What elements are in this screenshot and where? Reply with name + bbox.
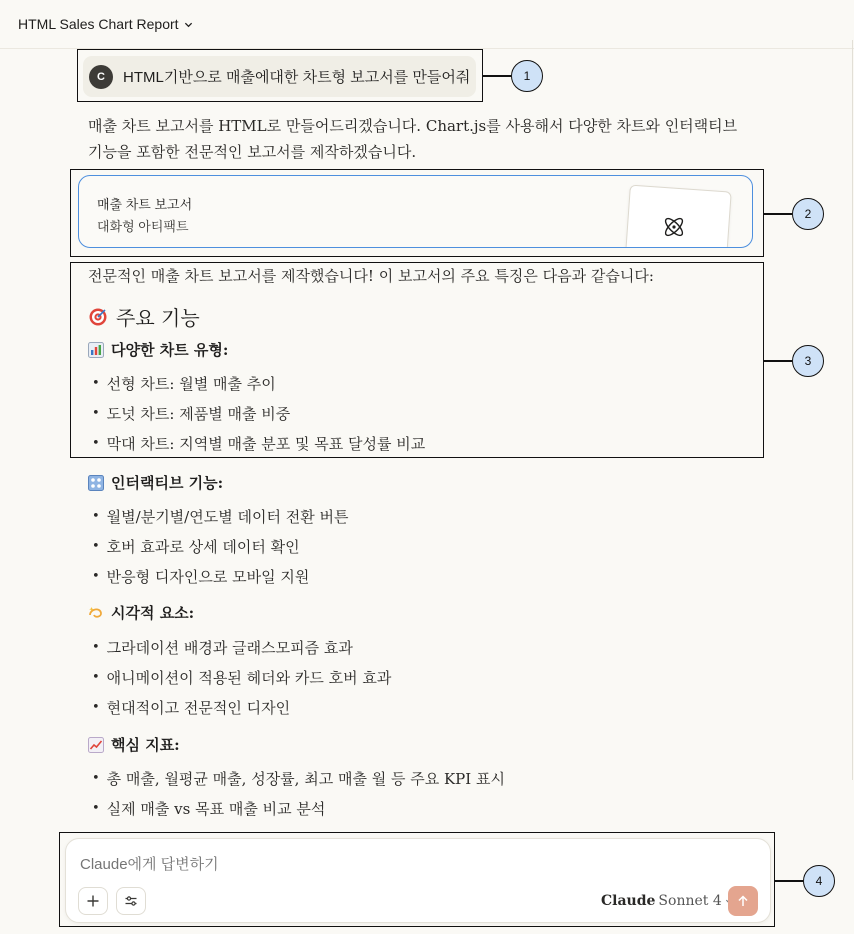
annotation-marker-1: 1: [511, 60, 543, 92]
annotation-marker-2: 2: [792, 198, 824, 230]
avatar: C: [89, 65, 113, 89]
annotation-connector-4: [775, 880, 803, 882]
list-item: • 막대 차트: 지역별 매출 분포 및 목표 달성률 비교: [92, 433, 425, 454]
list-item: • 그라데이션 배경과 글래스모피즘 효과: [92, 637, 353, 658]
control-knobs-icon: [88, 475, 104, 491]
user-message-text: HTML기반으로 매출에대한 차트형 보고서를 만들어줘: [123, 69, 471, 86]
list-item: • 애니메이션이 적용된 헤더와 카드 호버 효과: [92, 667, 391, 688]
annotation-box-3: [70, 262, 764, 458]
model-brand: Claude: [601, 893, 656, 909]
list-item: • 실제 매출 vs 목표 매출 비교 분석: [92, 798, 325, 819]
list-item: • 총 매출, 월평균 매출, 성장률, 최고 매출 월 등 주요 KPI 표시: [92, 768, 505, 789]
section-heading-text: 인터랙티브 기능:: [111, 474, 224, 492]
annotation-marker-4: 4: [803, 865, 835, 897]
top-header: [0, 0, 854, 49]
artifact-subtitle: 대화형 아티팩트: [97, 219, 189, 234]
list-item: • 월별/분기별/연도별 데이터 전환 버튼: [92, 506, 348, 527]
section-heading-kpi: [88, 734, 180, 755]
list-item: • 도넛 차트: 제품별 매출 비중: [92, 403, 290, 424]
list-item: • 호버 효과로 상세 데이터 확인: [92, 536, 300, 557]
section-heading-interactive: [88, 472, 223, 493]
chevron-down-icon: [184, 20, 193, 29]
assistant-intro-line-1: 매출 차트 보고서를 HTML로 만들어드리겠습니다. Chart.js를 사용해서 다양한 차트와 인터랙티브: [88, 117, 738, 135]
section-heading-text: 다양한 차트 유형:: [111, 341, 229, 359]
assistant-summary: 전문적인 매출 차트 보고서를 제작했습니다! 이 보고서의 주요 특징은 다음과 같습니다:: [88, 267, 654, 285]
section-heading-text: 핵심 지표:: [111, 736, 180, 754]
scroll-divider: [852, 40, 853, 780]
section-heading-text: 시각적 요소:: [111, 604, 195, 622]
model-name: Sonnet 4: [658, 893, 722, 909]
main-heading-text: 주요 기능: [116, 306, 200, 330]
annotation-connector-3: [764, 360, 792, 362]
chart-increasing-icon: [88, 737, 104, 753]
section-heading-visual: [88, 602, 194, 623]
annotation-box-2: [70, 169, 764, 257]
list-item: • 반응형 디자인으로 모바일 지원: [92, 566, 309, 587]
annotation-connector-2: [764, 213, 792, 215]
annotation-box-4: [59, 832, 775, 927]
annotation-connector-1: [483, 75, 511, 77]
list-item: • 현대적이고 전문적인 디자인: [92, 697, 290, 718]
list-item: • 선형 차트: 월별 매출 추이: [92, 373, 276, 394]
annotation-box-1: [77, 49, 483, 102]
annotation-marker-3: 3: [792, 345, 824, 377]
assistant-intro-line-2: 기능을 포함한 전문적인 보고서를 제작하겠습니다.: [88, 143, 417, 161]
artifact-title: 매출 차트 보고서: [97, 197, 193, 212]
chat-title: HTML Sales Chart Report: [18, 16, 179, 32]
dizzy-star-icon: [88, 605, 104, 621]
chat-title-dropdown[interactable]: [18, 16, 193, 32]
